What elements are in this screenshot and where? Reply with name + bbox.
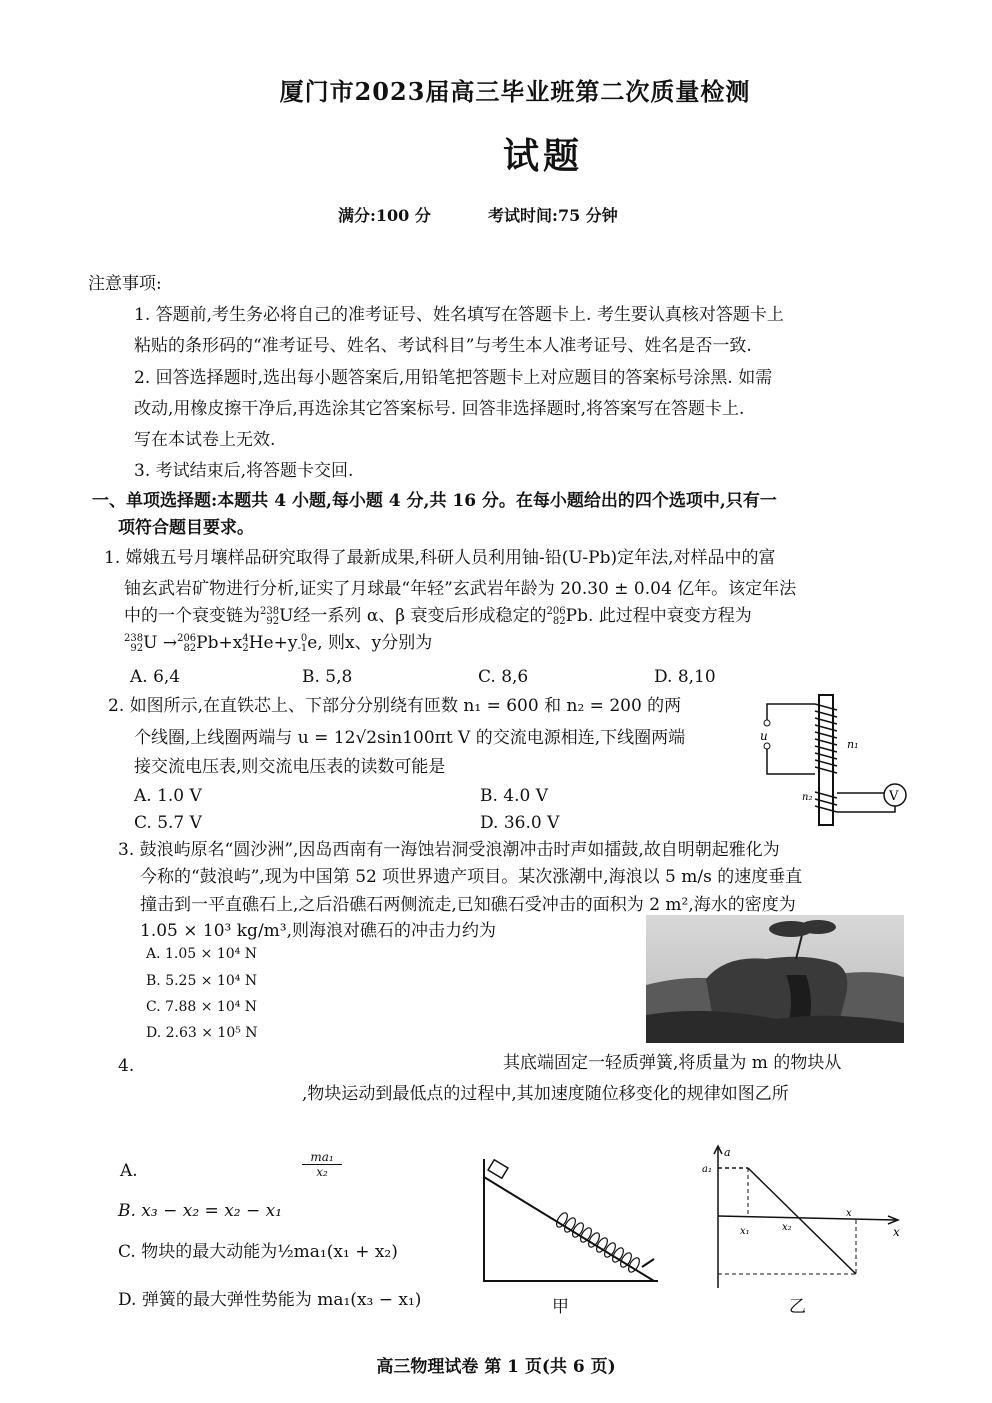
fig-yi-caption: 乙: [789, 1297, 806, 1317]
exam-meta: [338, 203, 618, 226]
q4-option-c: C. 物块的最大动能为½ma₁(x₁ + x₂): [118, 1242, 398, 1262]
q3-option-a: A. 1.05 × 10⁴ N: [146, 946, 257, 962]
q1-line3: 中的一个衰变链为238 92U经一系列 α、β 衰变后形成稳定的206 82Pb. 此过程中衰变方程为: [124, 605, 752, 627]
section1-line2: 项符合题目要求。: [118, 518, 254, 538]
exam-title: 厦门市2023届高三毕业班第二次质量检测: [279, 77, 751, 106]
q1-option-b: B. 5,8: [302, 667, 353, 687]
q3-option-c: C. 7.88 × 10⁴ N: [146, 999, 258, 1015]
q2-line1: 2. 如图所示,在直铁芯上、下部分分别绕有匝数 n₁ = 600 和 n₂ = 200 的两: [108, 696, 682, 716]
transformer-figure: [755, 690, 915, 830]
q1-line1: 1. 嫦娥五号月壤样品研究取得了最新成果,科研人员利用铀-铅(U-Pb)定年法,对样品中的富: [104, 548, 776, 568]
q3-line4: 1.05 × 10³ kg/m³,则海浪对礁石的冲击力约为: [140, 921, 497, 941]
fig-v-label: V: [889, 789, 899, 804]
q3-option-b: B. 5.25 × 10⁴ N: [146, 973, 258, 989]
fig-n2-label: n₂: [802, 792, 813, 803]
a1-label: a₁: [702, 1164, 712, 1175]
gulangyu-rock-photo: [646, 915, 904, 1043]
q4-option-a: A.: [120, 1161, 138, 1181]
q1-line4: 238 92U →206 82Pb+x4 2He+y 0 -1e, 则x、y分别为: [124, 632, 433, 654]
q2-line3: 接交流电压表,则交流电压表的读数可能是: [134, 757, 446, 777]
page-footer: 高三物理试卷 第 1 页(共 6 页): [376, 1357, 616, 1377]
x3-label: x: [846, 1208, 852, 1219]
q1-option-a: A. 6,4: [130, 667, 181, 687]
fig-u-label: u: [760, 729, 768, 743]
x1-label: x₁: [740, 1226, 750, 1237]
x2-label: x₂: [782, 1222, 792, 1233]
q3-option-d: D. 2.63 × 10⁵ N: [146, 1025, 258, 1041]
fig-jia-caption: 甲: [552, 1297, 569, 1317]
q4-line2: ,物块运动到最低点的过程中,其加速度随位移变化的规律如图乙所: [302, 1084, 789, 1104]
q1-line2: 铀玄武岩矿物进行分析,证实了月球最“年轻”玄武岩年龄为 20.30 ± 0.04 亿年。该定年法: [124, 579, 797, 599]
q3-line1: 3. 鼓浪屿原名“圆沙洲”,因岛西南有一海蚀岩洞受浪潮冲击时声如擂鼓,故自明朝起雅化为: [118, 840, 780, 860]
acceleration-graph: [700, 1142, 910, 1292]
q2-line2: 个线圈,上线圈两端与 u = 12√2sin100πt V 的交流电源相连,下线圈两端: [134, 728, 686, 748]
q4-number: 4.: [118, 1056, 135, 1076]
notice-heading: 注意事项:: [88, 274, 162, 294]
q2-option-b: B. 4.0 V: [480, 786, 549, 806]
full-score: 满分:100 分: [338, 206, 431, 225]
fig-n1-label: n₁: [847, 738, 859, 751]
notice-item1-line1: 1. 答题前,考生务必将自己的准考证号、姓名填写在答题卡上. 考生要认真核对答题卡上: [134, 305, 784, 325]
notice-item2-line1: 2. 回答选择题时,选出每小题答案后,用铅笔把答题卡上对应题目的答案标号涂黑. 如需: [134, 368, 773, 388]
q2-option-c: C. 5.7 V: [134, 813, 202, 833]
q3-line3: 撞击到一平直礁石上,之后沿礁石两侧流走,已知礁石受冲击的面积为 2 m²,海水的密度为: [140, 895, 796, 915]
q4-option-b: B. x₃ − x₂ = x₂ − x₁: [118, 1201, 283, 1221]
block-icon: [488, 1160, 508, 1179]
q4-option-a-expr: ma₁ x₂: [302, 1150, 342, 1179]
q4-line1: 其底端固定一轻质弹簧,将质量为 m 的物块从: [503, 1053, 842, 1073]
axis-a-label: a: [724, 1146, 731, 1159]
q1-option-d: D. 8,10: [654, 667, 716, 687]
notice-item2-line3: 写在本试卷上无效.: [134, 430, 276, 450]
q1-option-c: C. 8,6: [478, 667, 529, 687]
section1-line1: 一、单项选择题:本题共 4 小题,每小题 4 分,共 16 分。在每小题给出的四个选项中,只有一: [92, 491, 777, 511]
notice-item2-line2: 改动,用橡皮擦干净后,再选涂其它答案标号. 回答非选择题时,将答案写在答题卡上.: [134, 399, 745, 419]
axis-x-label: x: [893, 1225, 900, 1239]
incline-figure: [478, 1155, 663, 1290]
q4-option-d: D. 弹簧的最大弹性势能为 ma₁(x₃ − x₁): [118, 1290, 422, 1310]
exam-time: 考试时间:75 分钟: [488, 206, 618, 225]
q2-option-d: D. 36.0 V: [480, 813, 560, 833]
notice-item3: 3. 考试结束后,将答题卡交回.: [134, 461, 354, 481]
q2-option-a: A. 1.0 V: [134, 786, 202, 806]
notice-item1-line2: 粘贴的条形码的“准考证号、姓名、考试科目”与考生本人准考证号、姓名是否一致.: [134, 336, 752, 356]
q3-line2: 今称的“鼓浪屿”,现为中国第 52 项世界遗产项目。某次涨潮中,海浪以 5 m/s 的速度垂直: [140, 867, 803, 887]
exam-subtitle: 试题: [502, 135, 583, 177]
